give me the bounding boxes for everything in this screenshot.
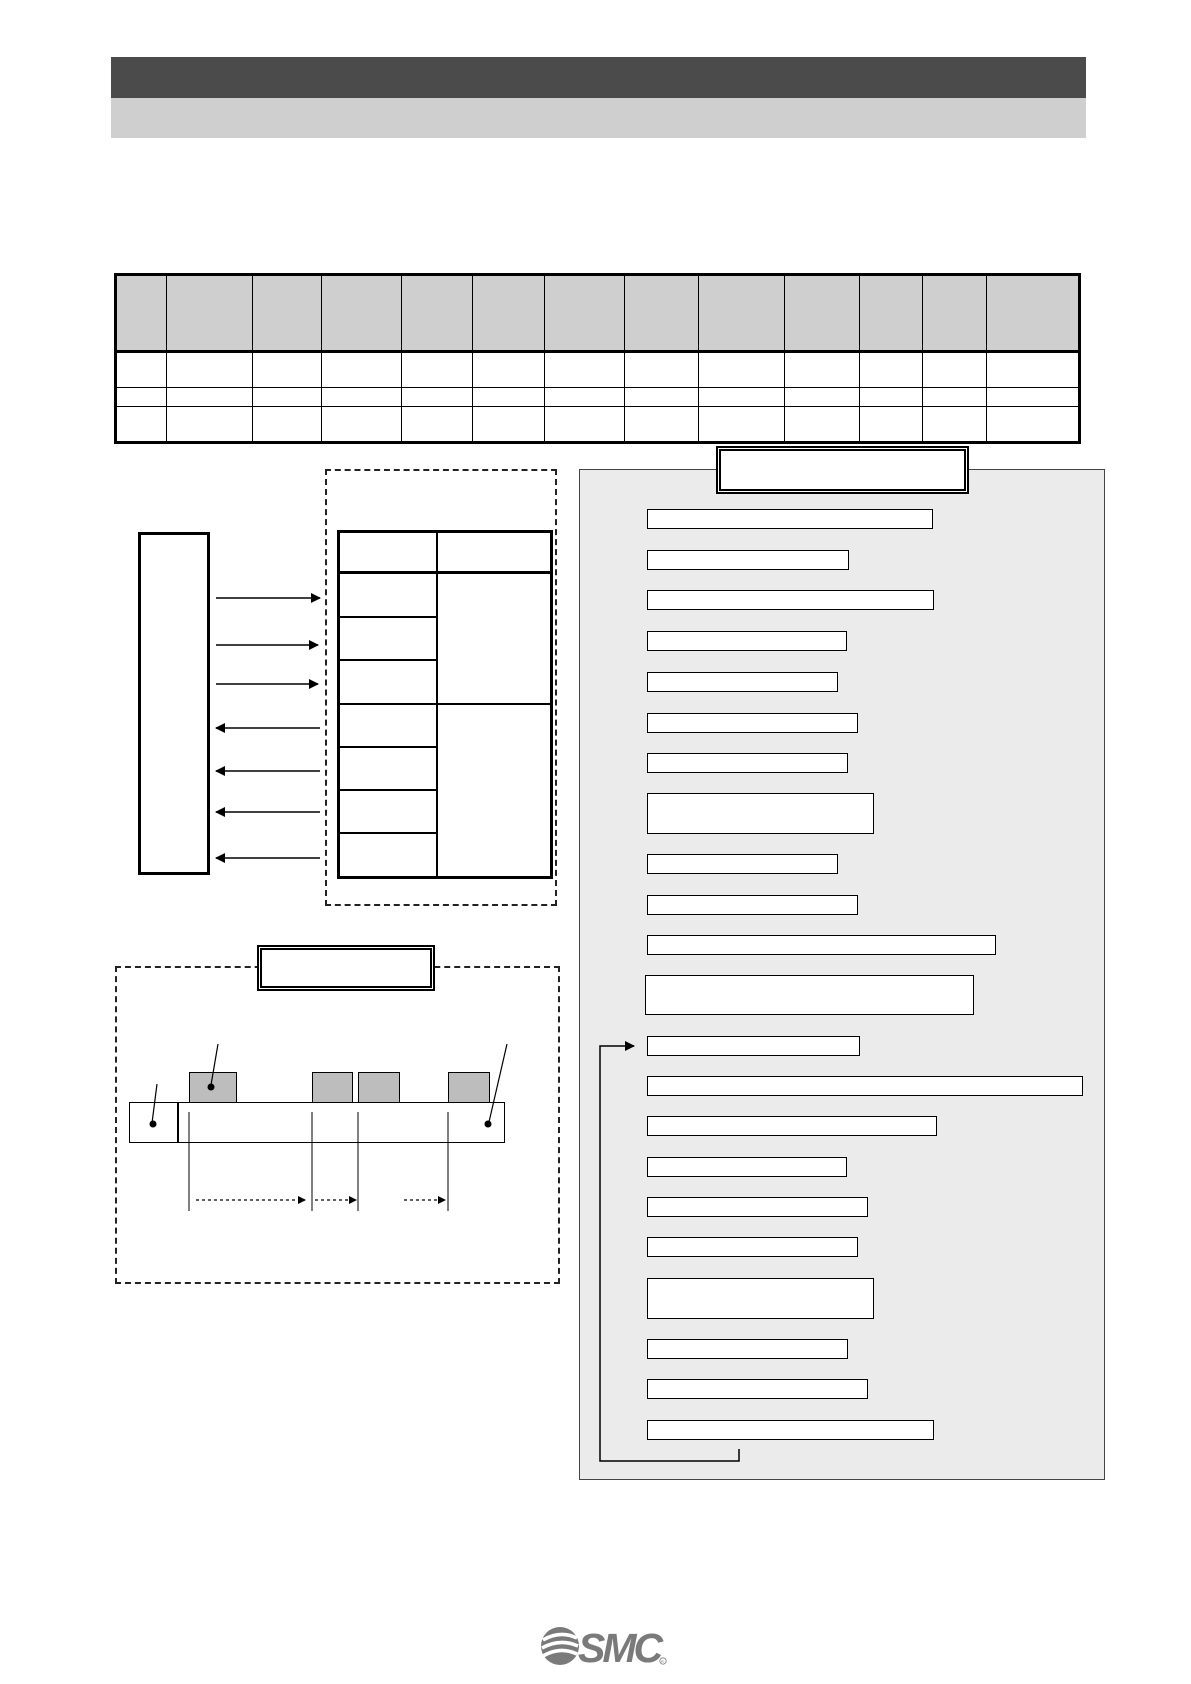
slot-marker-dot [208, 1084, 215, 1091]
smc-logo [541, 1625, 666, 1671]
start-pointer-line [152, 1084, 157, 1123]
end-marker-dot [485, 1121, 492, 1128]
svg-text:SMC: SMC [578, 1625, 661, 1671]
end-pointer-line [489, 1044, 507, 1122]
svg-text:R: R [661, 1659, 664, 1664]
slot-pointer-line [211, 1044, 218, 1085]
start-marker-dot [150, 1121, 157, 1128]
loop-back-connector [600, 1046, 739, 1461]
